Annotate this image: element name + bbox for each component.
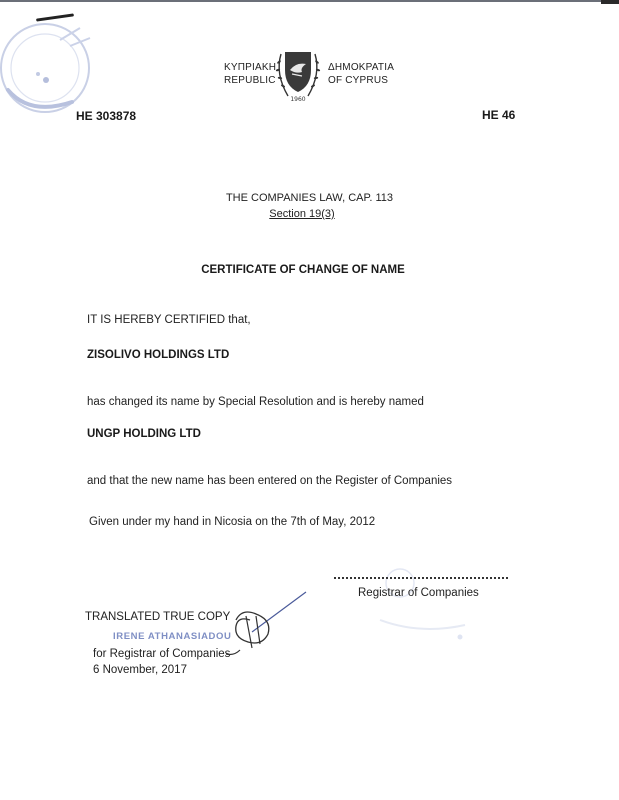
svg-text:1960: 1960 [290,96,306,102]
certificate-title: CERTIFICATE OF CHANGE OF NAME [201,264,405,276]
top-rule [0,0,619,2]
header-left-text [224,61,276,87]
translation-date: 6 November, 2017 [93,664,187,676]
cyprus-coat-of-arms-icon [272,44,324,102]
given-statement: Given under my hand in Nicosia on the 7th of May, 2012 [89,516,376,528]
reference-number-right: HE 46 [482,108,516,122]
reference-number-left: HE 303878 [76,109,137,123]
header-republic: REPUBLIC [224,75,276,86]
translated-true-copy-heading: TRANSLATED TRUE COPY [85,611,231,623]
handwritten-signature-icon [222,590,312,665]
for-registrar-line: for Registrar of Companies [93,648,231,660]
change-statement: has changed its name by Special Resolution and is hereby named [87,396,424,408]
header-of-cyprus: OF CYPRUS [328,75,389,86]
translator-stamp-name: IRENE ATHANASIADOU [113,631,232,642]
old-company-name: ZISOLIVO HOLDINGS LTD [87,349,230,361]
new-company-name: UNGP HOLDING LTD [87,428,201,440]
law-section: Section 19(3) [269,208,335,220]
header-right-text [328,61,394,87]
header-greek-cypriot: ΚΥΠΡΙΑΚΗ [224,62,277,73]
header-greek-democracy: ΔΗΜΟΚΡΑΤΙΑ [328,62,395,73]
registrar-signature-line [334,571,508,579]
registrar-label: Registrar of Companies [358,587,479,599]
register-statement: and that the new name has been entered on the Register of Companies [87,475,453,487]
certificate-intro: IT IS HEREBY CERTIFIED that, [87,314,251,326]
law-title: THE COMPANIES LAW, CAP. 113 [225,192,394,204]
official-seal-stamp-icon [0,20,110,120]
corner-mark [601,0,619,4]
